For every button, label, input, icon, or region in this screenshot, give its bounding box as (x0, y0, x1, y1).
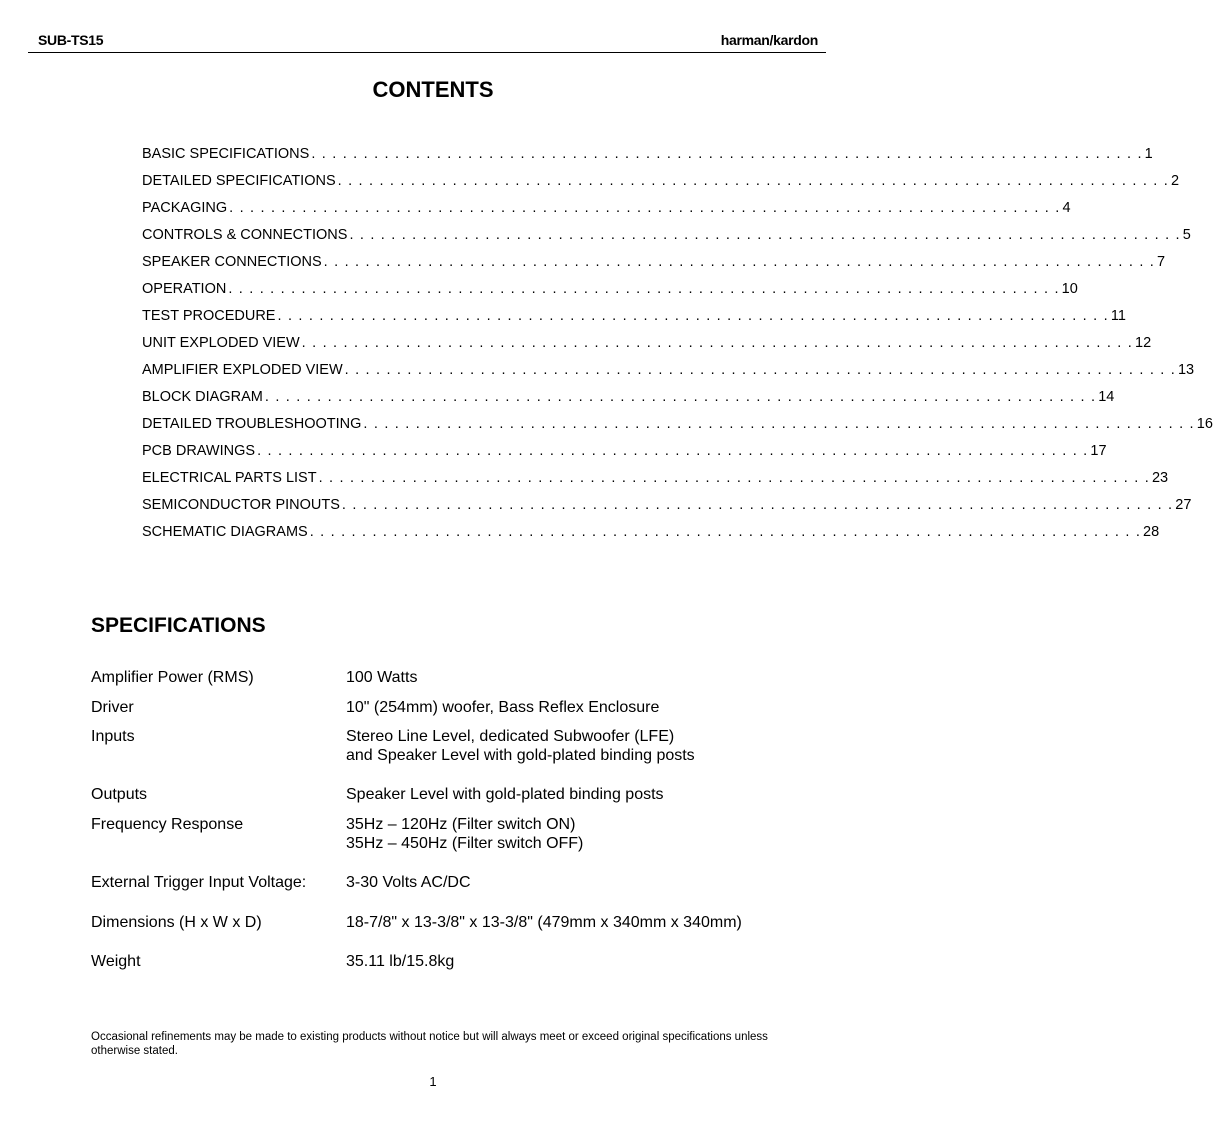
toc-entry[interactable] (142, 254, 1166, 281)
toc-entry-label: PCB DRAWINGS (142, 443, 256, 459)
toc-entry-label: PACKAGING (142, 200, 228, 216)
toc-entry-page: 14 (1098, 389, 1115, 405)
spec-label: Frequency Response (91, 816, 244, 833)
spec-value-line: 10" (254mm) woofer, Bass Reflex Enclosure (346, 699, 660, 716)
spec-label: Dimensions (H x W x D) (91, 914, 262, 931)
toc-dot-leader: . . . . . . . . . . . . . . . . . . . . . . . . . . . . . . . . . . . . . . . . . . . . . . . . . . . . . . . . . . . . . . . . . . . . . . . . . . . . . . . . (229, 200, 1061, 216)
toc-dot-leader: . . . . . . . . . . . . . . . . . . . . . . . . . . . . . . . . . . . . . . . . . . . . . . . . . . . . . . . . . . . . . . . . . . . . . . . . . . . . . . . . (264, 389, 1097, 405)
spec-value (346, 913, 742, 932)
toc-entry[interactable] (142, 281, 1078, 308)
toc-entry-page: 11 (1110, 308, 1126, 324)
toc-entry-page: 13 (1177, 362, 1195, 378)
toc-entry[interactable] (142, 362, 1195, 389)
toc-entry-page: 17 (1090, 443, 1107, 459)
toc-entry-label: BASIC SPECIFICATIONS (142, 146, 310, 162)
toc-entry-label: CONTROLS & CONNECTIONS (142, 227, 348, 243)
toc-entry[interactable] (142, 308, 1126, 335)
spec-value-line: 35.11 lb/15.8kg (346, 953, 455, 970)
toc-dot-leader: . . . . . . . . . . . . . . . . . . . . . . . . . . . . . . . . . . . . . . . . . . . . . . . . . . . . . . . . . . . . . . . . . . . . . . . . . . . . . . . . (318, 470, 1150, 486)
spec-label: Outputs (91, 786, 148, 803)
toc-entry[interactable] (142, 470, 1169, 497)
spec-value-line: 100 Watts (346, 669, 418, 686)
spec-value (346, 785, 664, 804)
toc-entry-page: 16 (1196, 416, 1213, 432)
page-number: 1 (429, 1074, 437, 1089)
toc-entry-page: 12 (1135, 335, 1152, 351)
toc-dot-leader: . . . . . . . . . . . . . . . . . . . . . . . . . . . . . . . . . . . . . . . . . . . . . . . . . . . . . . . . . . . . . . . . . . . . . . . . . . . . . . . . (363, 416, 1195, 432)
spec-label: Amplifier Power (RMS) (91, 669, 254, 686)
toc-entry-label: BLOCK DIAGRAM (142, 389, 263, 405)
toc-entry-label: DETAILED SPECIFICATIONS (142, 173, 336, 189)
toc-dot-leader: . . . . . . . . . . . . . . . . . . . . . . . . . . . . . . . . . . . . . . . . . . . . . . . . . . . . . . . . . . . . . . . . . . . . . . . . . . . . . . . . (323, 254, 1156, 270)
toc-entry-label: SEMICONDUCTOR PINOUTS (142, 497, 340, 513)
spec-value-line: Stereo Line Level, dedicated Subwoofer (LFE) (346, 728, 675, 745)
spec-label: Driver (91, 699, 134, 716)
toc-entry[interactable] (142, 443, 1107, 470)
toc-entry-label: ELECTRICAL PARTS LIST (142, 470, 317, 486)
toc-entry-label: TEST PROCEDURE (142, 308, 276, 324)
toc-entry-label: SCHEMATIC DIAGRAMS (142, 524, 308, 540)
toc-entry-label: UNIT EXPLODED VIEW (142, 335, 300, 351)
toc-dot-leader: . . . . . . . . . . . . . . . . . . . . . . . . . . . . . . . . . . . . . . . . . . . . . . . . . . . . . . . . . . . . . . . . . . . . . . . . . . . . . . . . (349, 227, 1181, 243)
footnote: Occasional refinements may be made to existing products without notice but will always meet or exceed original specifications unless otherwise stated. (91, 1031, 768, 1057)
brand-name: harman/kardon (720, 32, 818, 48)
toc-entry-page: 4 (1062, 200, 1071, 216)
toc-entry[interactable] (142, 146, 1153, 173)
spec-value (346, 952, 454, 971)
toc-entry-page: 23 (1151, 470, 1169, 486)
toc-dot-leader: . . . . . . . . . . . . . . . . . . . . . . . . . . . . . . . . . . . . . . . . . . . . . . . . . . . . . . . . . . . . . . . . . . . . . . . . . . . . . . . . (341, 497, 1174, 513)
spec-value-line: and Speaker Level with gold-plated binding posts (346, 747, 695, 764)
toc-entry[interactable] (142, 389, 1115, 416)
spec-value (346, 668, 417, 687)
toc-dot-leader: . . . . . . . . . . . . . . . . . . . . . . . . . . . . . . . . . . . . . . . . . . . . . . . . . . . . . . . . . . . . . . . . . . . . . . . . . . . . . . . . (257, 443, 1089, 459)
contents-title: CONTENTS (372, 77, 494, 102)
header-divider (28, 52, 826, 53)
toc-entry-page: 10 (1061, 281, 1078, 297)
toc-entry[interactable] (142, 173, 1180, 200)
toc-entry[interactable] (142, 200, 1071, 227)
toc-dot-leader: . . . . . . . . . . . . . . . . . . . . . . . . . . . . . . . . . . . . . . . . . . . . . . . . . . . . . . . . . . . . . . . . . . . . . . . . . . . . . . . . (228, 281, 1060, 297)
toc-entry-page: 7 (1157, 254, 1166, 270)
spec-value-line: Speaker Level with gold-plated binding posts (346, 786, 664, 803)
toc-entry-page: 2 (1170, 173, 1180, 189)
toc-dot-leader: . . . . . . . . . . . . . . . . . . . . . . . . . . . . . . . . . . . . . . . . . . . . . . . . . . . . . . . . . . . . . . . . . . . . . . . . . . . . . . . . (344, 362, 1176, 378)
specifications-title: SPECIFICATIONS (91, 614, 266, 637)
model-name: SUB-TS15 (38, 32, 104, 48)
toc-entry[interactable] (142, 227, 1191, 254)
toc-dot-leader: . . . . . . . . . . . . . . . . . . . . . . . . . . . . . . . . . . . . . . . . . . . . . . . . . . . . . . . . . . . . . . . . . . . . . . . . . . . . . . . . (311, 146, 1143, 162)
toc-entry-label: SPEAKER CONNECTIONS (142, 254, 322, 270)
toc-dot-leader: . . . . . . . . . . . . . . . . . . . . . . . . . . . . . . . . . . . . . . . . . . . . . . . . . . . . . . . . . . . . . . . . . . . . . . . . . . . . . . . . (309, 524, 1142, 540)
spec-value (346, 727, 695, 765)
toc-entry-page: 1 (1144, 146, 1153, 162)
spec-value-line: 35Hz – 450Hz (Filter switch OFF) (346, 835, 584, 852)
toc-entry-page: 27 (1175, 497, 1192, 513)
spec-value (346, 873, 471, 892)
spec-label: External Trigger Input Voltage: (91, 874, 307, 891)
toc-entry[interactable] (142, 416, 1213, 443)
spec-label: Weight (91, 953, 141, 970)
spec-value (346, 698, 659, 717)
spec-value-line: 3-30 Volts AC/DC (346, 874, 471, 891)
toc-entry-label: AMPLIFIER EXPLODED VIEW (142, 362, 343, 378)
toc-dot-leader: . . . . . . . . . . . . . . . . . . . . . . . . . . . . . . . . . . . . . . . . . . . . . . . . . . . . . . . . . . . . . . . . . . . . . . . . . . . . . . . . (301, 335, 1133, 351)
toc-entry[interactable] (142, 524, 1160, 551)
spec-label: Inputs (91, 728, 135, 745)
toc-entry-page: 5 (1182, 227, 1191, 243)
table-of-contents (142, 146, 1213, 551)
toc-entry-label: OPERATION (142, 281, 227, 297)
toc-entry[interactable] (142, 497, 1192, 524)
spec-value-line: 18-7/8" x 13-3/8" x 13-3/8" (479mm x 340mm x 340mm) (346, 914, 742, 931)
spec-value-line: 35Hz – 120Hz (Filter switch ON) (346, 816, 576, 833)
spec-value (346, 815, 583, 853)
toc-entry-label: DETAILED TROUBLESHOOTING (142, 416, 362, 432)
toc-entry-page: 28 (1143, 524, 1160, 540)
toc-dot-leader: . . . . . . . . . . . . . . . . . . . . . . . . . . . . . . . . . . . . . . . . . . . . . . . . . . . . . . . . . . . . . . . . . . . . . . . . . . . . . . . . (337, 173, 1169, 189)
toc-entry[interactable] (142, 335, 1152, 362)
toc-dot-leader: . . . . . . . . . . . . . . . . . . . . . . . . . . . . . . . . . . . . . . . . . . . . . . . . . . . . . . . . . . . . . . . . . . . . . . . . . . . . . . . . (277, 308, 1109, 324)
